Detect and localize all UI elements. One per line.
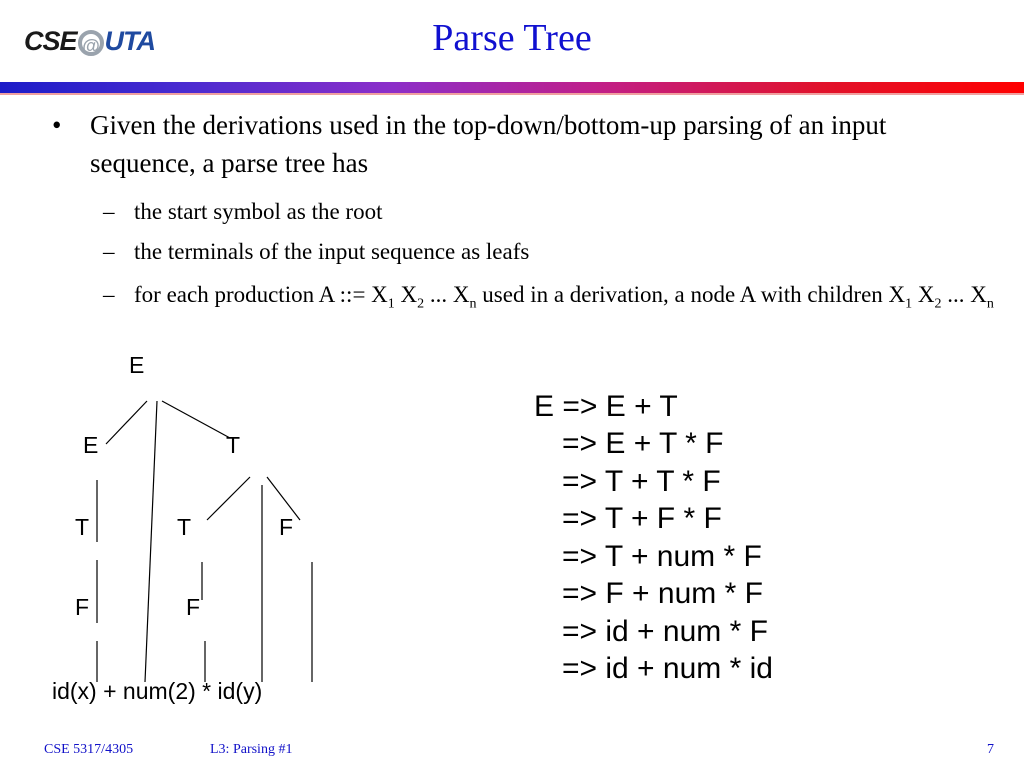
sub-bullet-production: – for each production A ::= $X_1$ $X_2$ ... $X_n$ used in a derivation, a node A with children $X_1$ $X_2$ ... $X_n$ [103,279,1003,320]
sub-bullet-text: for each production A ::= $X_1$ $X_2$ ... $X_n$ used in a derivation, a node A with children $X_1$ $X_2$ ... $X_n$ [134,282,994,312]
footer-lecture: L3: Parsing #1 [210,742,293,757]
sub-bullet-leafs: – the terminals of the input sequence as leafs [103,236,1003,267]
logo-at-icon: @ [78,30,104,56]
tree-node-t-mid: T [177,514,192,540]
tree-leaves: id(x) + num(2) * id(y) [52,678,263,704]
derivation-line: => E + T * F [562,427,724,460]
tree-node-e: E [83,432,99,458]
sub-bullet-root: – the start symbol as the root [103,196,1003,227]
sub-bullet-text: the terminals of the input sequence as leafs [134,239,530,264]
derivation-line: => F + num * F [562,577,763,610]
main-bullet-text: Given the derivations used in the top-down/bottom-up parsing of an input sequence, a parse tree has [90,110,887,178]
sub-bullet-text: the start symbol as the root [134,199,383,224]
footer-page-number: 7 [987,742,994,757]
edge-root-e [106,401,147,444]
edge-root-t [162,401,230,438]
logo-cse-text: CSE [24,26,77,56]
derivation-line: E => E + T [534,390,678,423]
edge-t-t [207,477,250,520]
edge-root-plus [145,401,157,682]
tree-node-f-left: F [75,594,90,620]
derivation-line: => T + num * F [562,540,762,573]
tree-node-f-mid: F [186,594,201,620]
tree-node-t-left: T [75,514,90,540]
tree-node-f-right: F [279,514,294,540]
footer-course: CSE 5317/4305 [44,742,134,757]
derivation-line: => T + F * F [562,502,722,535]
slide-title: Parse Tree [432,17,592,59]
tree-node-t: T [226,432,241,458]
tree-node-root: E [129,352,145,378]
logo-uta-text: UTA [104,26,156,56]
derivation-line: => T + T * F [562,465,721,498]
bullet-dot: • [52,110,62,140]
derivation-line: => id + num * id [562,652,773,685]
derivation-line: => id + num * F [562,615,768,648]
